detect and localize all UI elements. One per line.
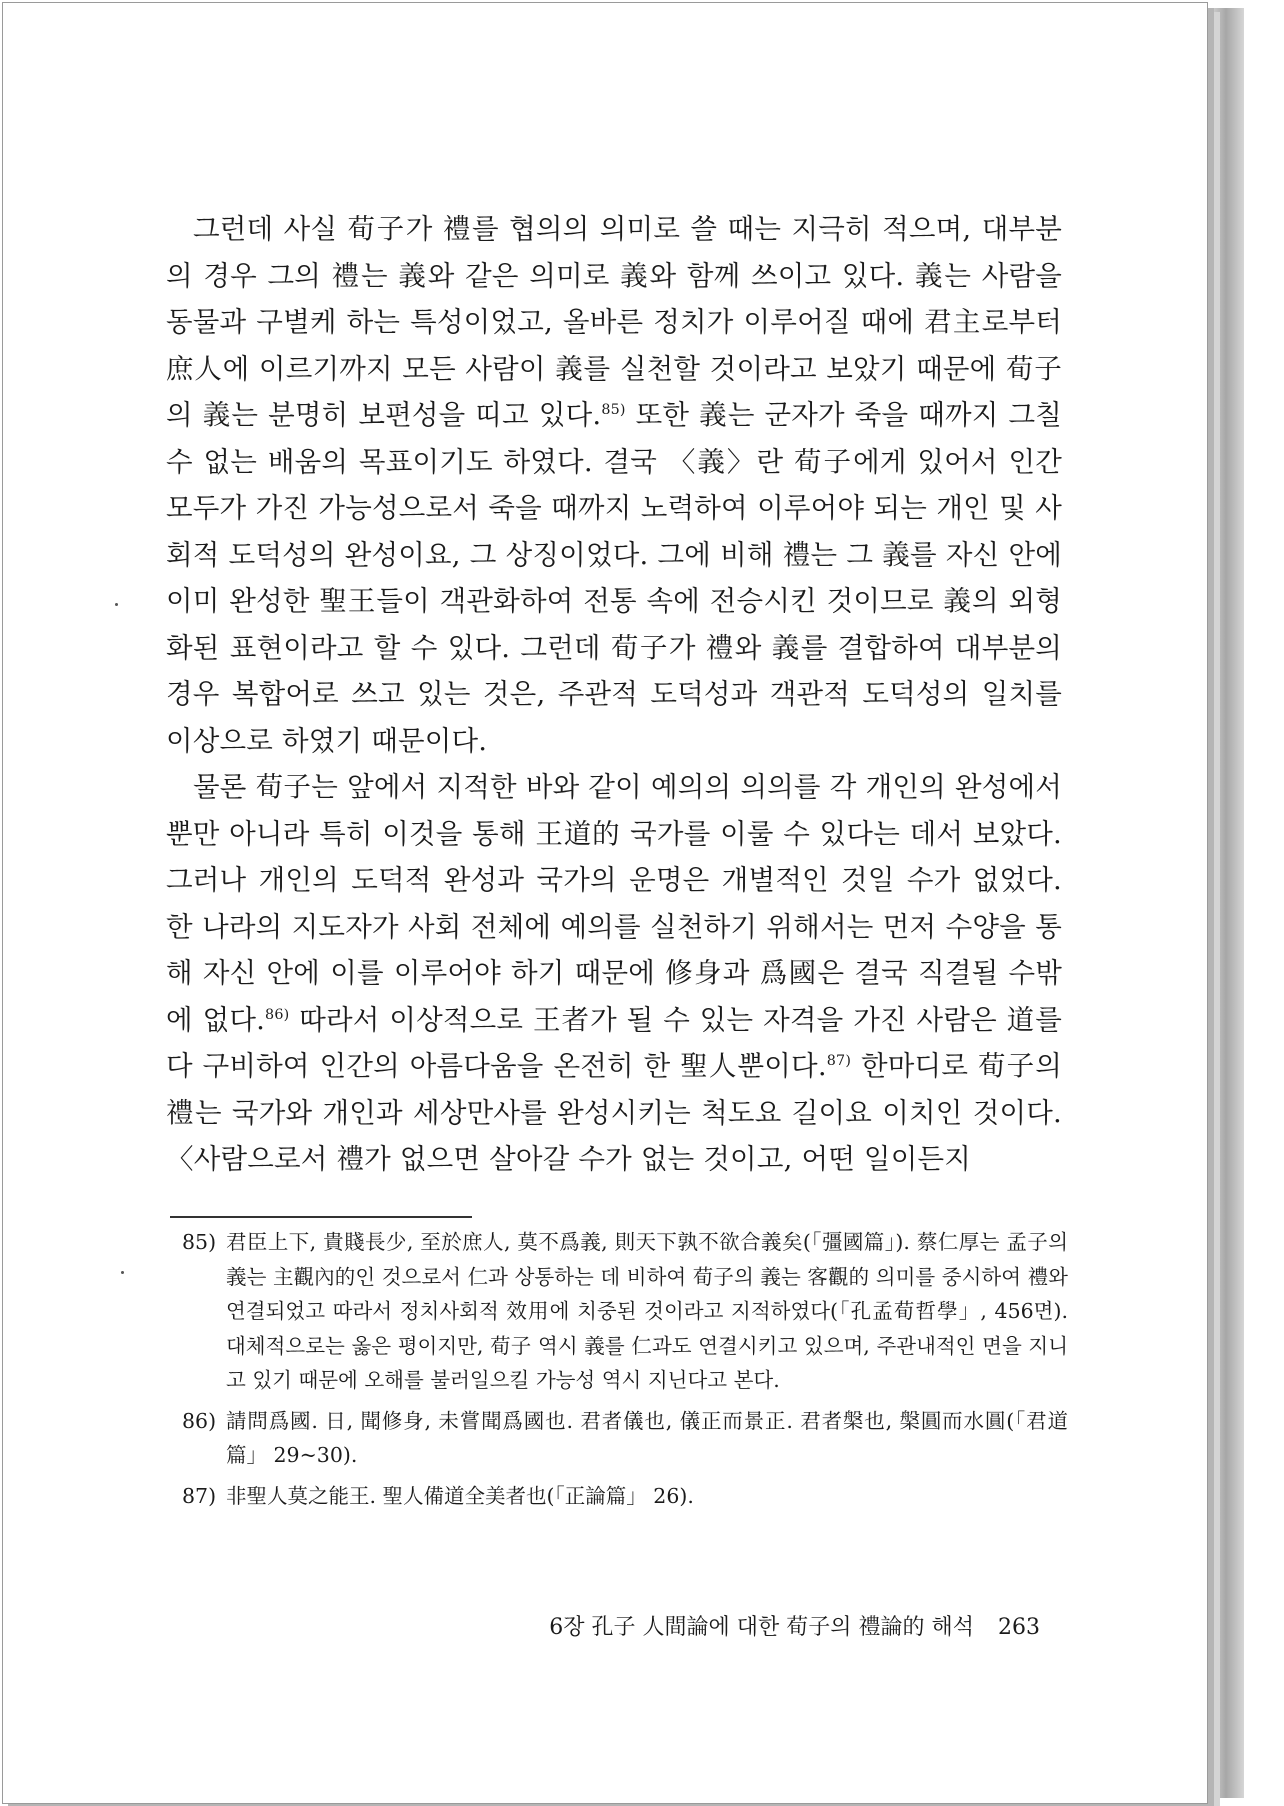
footnote-number: 85) [182, 1230, 217, 1254]
footnote-text: 非聖人莫之能王. 聖人備道全美者也(「正論篇」 26). [226, 1483, 694, 1508]
footnote-86 [182, 1404, 1068, 1473]
footnote-85 [182, 1225, 1068, 1398]
paragraph-1 [166, 206, 1062, 764]
scan-speck [121, 1271, 124, 1274]
paragraph-2-part-c: 한마디로 荀子의 禮는 국가와 개인과 세상만사를 완성시키는 척도요 길이요 이치인 것이다. 〈사람으로서 禮가 없으면 살아갈 수가 없는 것이고, 어떤 일이든지 [166, 1050, 1062, 1175]
footnote-ref-86: 86) [265, 1006, 290, 1023]
footnotes [182, 1225, 1068, 1519]
running-footer [480, 1610, 1040, 1641]
chapter-title: 6장 孔子 人間論에 대한 荀子의 禮論的 해석 [549, 1615, 974, 1640]
footnote-number: 86) [182, 1408, 217, 1433]
paragraph-1-part-b: 또한 義는 군자가 죽을 때까지 그칠 수 없는 배움의 목표이기도 하였다. 결국 〈義〉란 荀子에게 있어서 인간 모두가 가진 가능성으로서 죽을 때까지 노력하여 이루어야 되는 개인 및 사회적 도덕성의 완성이요, 그 상징이었다. 그에 비해 禮는 그 義를 자신 안에 이미 완성한 聖王들이 객관화하여 전통 속에 전승시킨 것이므로 義의 외형화된 표현이라고 할 수 있다. 그런데 荀子가 禮와 義를 결합하여 대부분의 경우 복합어로 쓰고 있는 것은, 주관적 도덕성과 객관적 도덕성의 일치를 이상으로 하였기 때문이다. [166, 399, 1062, 757]
footnote-ref-85: 85) [601, 401, 626, 418]
footnote-text: 君臣上下, 貴賤長少, 至於庶人, 莫不爲義, 則天下孰不欲合義矣(「彊國篇」). 蔡仁厚는 孟子의 義는 主觀內的인 것으로서 仁과 상통하는 데 비하여 荀子의 義는 客觀的 의미를 중시하여 禮와 연결되었고 따라서 정치사회적 效用에 치중된 것이라고 지적하였다(「孔孟荀哲學」, 456면). 대체적으로는 옳은 평이지만, 荀子 역시 義를 仁과도 연결시키고 있으며, 주관내적인 면을 지니고 있기 때문에 오해를 불러일으킬 가능성 역시 지닌다고 본다. [226, 1230, 1068, 1392]
page-number: 263 [998, 1615, 1040, 1640]
footnote-87 [182, 1479, 1068, 1514]
footnote-text: 請問爲國. 日, 聞修身, 未嘗聞爲國也. 君者儀也, 儀正而景正. 君者槃也, 槃圓而水圓(「君道篇」 29~30). [226, 1408, 1068, 1467]
paragraph-2 [166, 764, 1062, 1183]
paragraph-2-part-b: 따라서 이상적으로 王者가 될 수 있는 자격을 가진 사람은 道를 다 구비하여 인간의 아름다움을 온전히 한 聖人뿐이다. [166, 1003, 1062, 1082]
main-text [166, 206, 1062, 1183]
footnote-separator [170, 1216, 472, 1218]
book-page-edge [1214, 8, 1244, 1798]
paragraph-1-part-a: 그런데 사실 荀子가 禮를 협의의 의미로 쓸 때는 지극히 적으며, 대부분의 경우 그의 禮는 義와 같은 의미로 義와 함께 쓰이고 있다. 義는 사람을 동물과 구별케 하는 특성이었고, 올바른 정치가 이루어질 때에 君主로부터 庶人에 이르기까지 모든 사람이 義를 실천할 것이라고 보았기 때문에 荀子의 義는 분명히 보편성을 띠고 있다. [166, 213, 1062, 431]
footnote-ref-87: 87) [826, 1052, 852, 1069]
scan-speck [115, 603, 118, 606]
footnote-number: 87) [182, 1483, 217, 1508]
paragraph-2-part-a: 물론 荀子는 앞에서 지적한 바와 같이 예의의 의의를 각 개인의 완성에서뿐만 아니라 특히 이것을 통해 王道的 국가를 이룰 수 있다는 데서 보았다. 그러나 개인의 도덕적 완성과 국가의 운명은 개별적인 것일 수가 없었다. 한 나라의 지도자가 사회 전체에 예의를 실천하기 위해서는 먼저 수양을 통해 자신 안에 이를 이루어야 하기 때문에 修身과 爲國은 결국 직결될 수밖에 없다. [166, 771, 1062, 1036]
